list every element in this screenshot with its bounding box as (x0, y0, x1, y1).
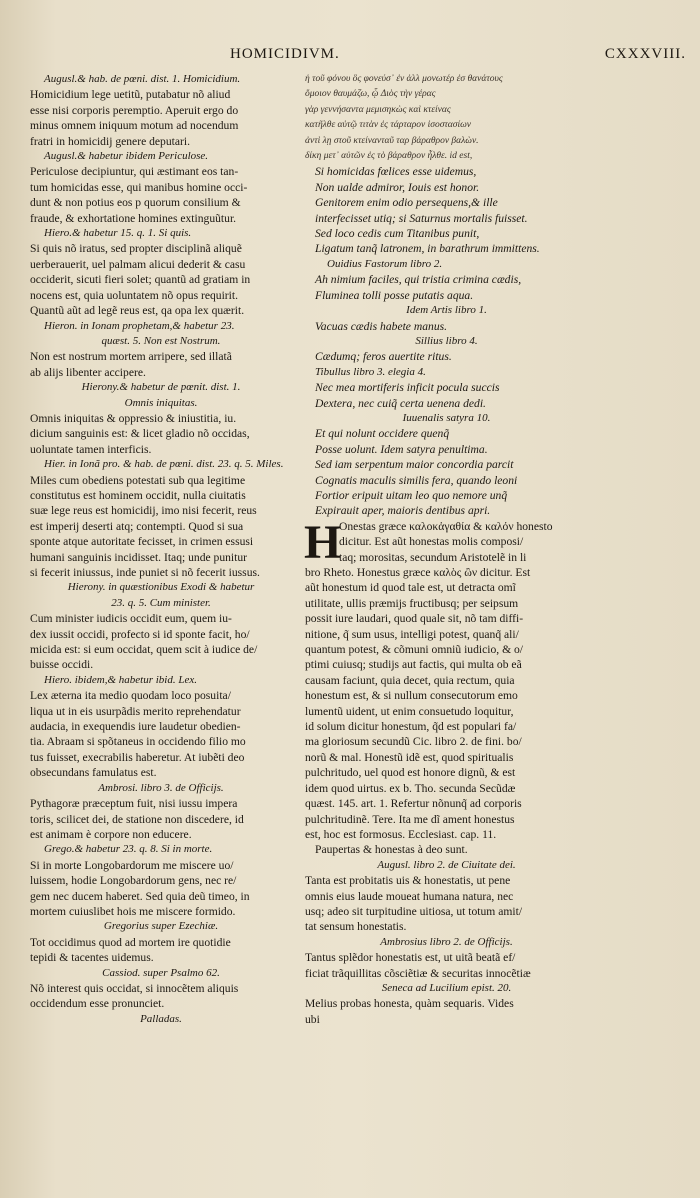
text-line: Omnis iniquitas & oppressio & iniustitia, iu. (30, 411, 237, 425)
source-citation: 23. q. 5. Cum minister. (111, 596, 211, 609)
text-line: suæ lege reus est homicidij, imo nisi fecerit, reus (30, 504, 257, 518)
text-line: Tantus splẽdor honestatis est, ut uitã beatã ef/ (305, 951, 516, 965)
honestas-entry (304, 515, 588, 569)
running-title: HOMICIDIVM. (230, 46, 340, 62)
text-line: micida est: si eum occidat, quem scit à iudice de/ (30, 643, 258, 657)
text-line: esse nisi corporis peremptio. Aperuit ergo do (30, 103, 239, 117)
text-line: constitutus est hominem occidit, nulla ciuitatis (30, 488, 246, 502)
source-citation: Iuuenalis satyra 10. (402, 411, 491, 424)
text-line: fratri in homicidij genere deputari. (30, 134, 190, 148)
text-line: pulchritudo, uel quod est honore dignũ, & est (305, 766, 516, 780)
source-citation: Ambrosius libro 2. de Officijs. (380, 935, 513, 948)
text-line: possit iure laudari, quod quale sit, nõ tam diffi- (305, 612, 524, 626)
text-line: quantum potest, & cõmuni omniũ iudicio, & o/ (305, 643, 524, 657)
text-line: taq; morositas, secundum Aristotelẽ in li (339, 550, 527, 564)
source-citation: Sillius libro 4. (415, 334, 478, 347)
text-line: Tanta est probitatis uis & honestatis, ut pene (305, 874, 511, 888)
text-line: causam faciunt, quia decet, quia rectum, quia (305, 673, 515, 687)
text-line: audacia, in exequendis iure laudetur obedien- (30, 720, 241, 734)
source-citation: Hiero. ibidem,& habetur ibid. Lex. (44, 673, 197, 686)
greek-line: ἀντὶ λῃ στοῦ κτείνανταῦ ταρ βάραθρον βαλὼν. (305, 135, 479, 146)
text-line: si fecerit iniussus, inde puniet si nõ fecerit iussus. (30, 566, 260, 579)
verse-line: Nec mea mortiferis inficit pocula succis (315, 381, 500, 395)
text-line: dicitur. Est aũt honestas molis composi/ (339, 535, 524, 549)
text-line: est imperij deserti atq; contempti. Quod si sua (30, 519, 244, 533)
text-line: ficiat trãquillitas cõsciẽtiæ & securitas innocẽtiæ (305, 966, 531, 980)
page-header (0, 46, 700, 68)
text-line: Tot occidimus quod ad mortem ire quotidie (30, 935, 231, 949)
text-line: dunt & non potius eos p quorum consilium & (30, 196, 241, 210)
verse-line: Ligatum tanq̃ latronem, in barathrum immittens. (315, 242, 540, 256)
text-line: est animam è corpore non educere. (30, 827, 192, 841)
left-column (30, 72, 292, 1027)
text-line: pulchritudinẽ. Tere. Ita me dĩ ament honestus (305, 812, 515, 826)
source-citation: Hier. in Ionã pro. & hab. de pœni. dist. 23. q. 5. Miles. (44, 458, 284, 471)
text-line: Lex æterna ita medio quodam loco posuita/ (30, 689, 231, 703)
text-line: Cum minister iudicis occidit eum, quem iu- (30, 612, 232, 626)
source-citation: Hiero.& habetur 15. q. 1. Si quis. (44, 227, 192, 240)
text-line: dicium sanguinis est: & licet gladio nõ occidas, (30, 427, 250, 441)
source-citation: Hierony.& habetur de pœnit. dist. 1. (81, 381, 241, 394)
text-line: tus fuisset, execrabilis haberetur. At iubẽti deo (30, 750, 245, 764)
text-line: usq; adeo sit turpitudine uitiosa, ut totum amit/ (305, 904, 523, 918)
source-citation: Hieron. in Ionam prophetam,& habetur 23. (44, 319, 235, 332)
text-line: Melius probas honesta, quàm sequaris. Vides (305, 997, 514, 1011)
verse-line: Sed loco cedis cum Titanibus punit, (315, 227, 480, 241)
text-line: dex iussit occidi, profecto si id sponte facit, ho/ (30, 627, 250, 641)
text-line: mortem cuiuslibet hois me miscere formido. (30, 904, 236, 918)
text-line: tat sensum honestatis. (305, 920, 407, 934)
latin-verses (305, 164, 588, 518)
text-line: sponte atque autoritate fecisset, in crimen essusi (30, 535, 254, 549)
text-line: Onestas græce καλοκἀγαθία & καλόν honesto (339, 519, 553, 533)
source-citation: Seneca ad Lucilium epist. 20. (381, 981, 512, 994)
text-line: liqua ut in eis usurpãdis merito reprehendatur (30, 704, 241, 718)
verse-line: Cognatis maculis similis fera, quando leoni (315, 473, 518, 487)
right-column (305, 72, 588, 1027)
text-line: tum homicidas esse, qui manibus homine occi- (30, 180, 248, 194)
text-line: honestum est, & si nullum consecutorum emo (305, 689, 518, 703)
text-line: lumentũ uident, ut enim consuetudo loquitur, (305, 704, 514, 718)
source-citation: Augusl.& habetur ibidem Periculose. (44, 150, 209, 163)
greek-epigram (305, 72, 588, 164)
text-line: humani sanguinis incidisset. Itaq; unde punitur (30, 550, 248, 564)
greek-line: δίκη μετ᾽ αὐτῶν ἐς τὸ βάραθρον ἦλθε. id est, (305, 151, 473, 162)
text-line: minus omnem iniquum motum ad nocendum (30, 119, 239, 133)
text-line: nitione, q̃ sum usus, intelligi potest, quanq̃ ali/ (305, 627, 519, 641)
text-line: utilitate, ullis præmijs fructibusq; per seipsum (305, 596, 519, 610)
text-line: Nõ interest quis occidat, si innocẽtem aliquis (30, 981, 239, 995)
text-line: nocens est, quia uoluntatem nõ opus requirit. (30, 288, 239, 302)
text-line: fraude, & exhortatione homines extinguũtur. (30, 211, 237, 225)
text-line: ptimi cuiusq; studijs aut factis, qui multa ob eã (305, 658, 522, 672)
text-line: bro Rheto. Honestus græce καλὸς ὢν dicitur. Est (305, 566, 531, 579)
verse-line: Posse uolunt. Idem satyra penultima. (315, 442, 488, 456)
greek-line: γὰρ γεννήσαντα μεμισηκὼς καὶ κτείνας (305, 104, 451, 115)
verse-line: Cædumq; feros auertite ritus. (315, 350, 452, 364)
verse-line: Non ualde admiror, Iouis est honor. (315, 180, 480, 194)
text-line: buisse occidi. (30, 658, 94, 672)
source-citation: quæst. 5. Non est Nostrum. (101, 334, 221, 347)
source-citation: Palladas. (140, 1012, 182, 1025)
text-line: tia. Abraam si spõtaneus in occidendo filio mo (30, 735, 246, 749)
source-citation: Gregorius super Ezechiæ. (103, 920, 219, 933)
text-line: ubi (305, 1012, 320, 1026)
honestas-text (305, 565, 588, 1027)
text-line: Quantũ aũt ad legẽ reus est, qa opa lex quærit. (30, 304, 245, 318)
verse-line: Et qui nolunt occidere quenq̃ (315, 427, 450, 441)
text-line: occiderit, sicuti fieri solet; quantũ ad gratiam in (30, 273, 251, 287)
text-line: Periculose decipiuntur, qui æstimant eos tan- (30, 165, 239, 179)
text-line: quæst. 145. art. 1. Refertur nõnunq̃ ad corporis (305, 797, 522, 811)
source-citation: Omnis iniquitas. (124, 396, 198, 409)
text-line: id solum dicitur honestum, q̃d est populari fa/ (305, 720, 517, 734)
source-citation: Augusl. libro 2. de Ciuitate dei. (377, 858, 516, 871)
source-citation: Ambrosi. libro 3. de Officijs. (98, 781, 224, 794)
greek-line: ἡ τοῦ φόνου ὃς φονεύσ᾽ ἐν ἀλλ μονωτέρ ἐσ θανάτους (305, 74, 503, 84)
text-line: obsecundans famulatus est. (30, 766, 157, 780)
source-citation: Idem Artis libro 1. (406, 304, 487, 317)
source-citation: Grego.& habetur 23. q. 8. Si in morte. (44, 843, 213, 856)
text-line: ma gloriosum secundũ Cic. libro 2. de fini. bo/ (305, 735, 522, 749)
text-line: Paupertas & honestas à deo sunt. (315, 843, 468, 857)
greek-line: κατῆλθε αὐτῷ τιτὰν ἐς τάρταρον ἰσοστασίων (305, 120, 472, 131)
source-citation: Tibullus libro 3. elegia 4. (315, 365, 426, 378)
text-line: omnis eius laude moueat humana natura, nec (305, 889, 514, 903)
verse-line: Si homicidas fœlices esse uidemus, (315, 165, 477, 179)
text-line: toris, scilicet dei, de statione non discedere, id (30, 812, 244, 826)
source-citation: Ouidius Fastorum libro 2. (327, 257, 443, 270)
verse-line: interfecisset utiq; si Saturnus mortalis fuisset. (315, 211, 528, 225)
text-line: uerberauerit, uel palmam alicui dederit & casu (30, 257, 246, 271)
text-line: Pythagoræ præceptum fuit, nisi iussu impera (30, 797, 238, 811)
greek-line: ὄμοιον θαυμάζω, ᾧ Διὸς τὴν γέρας (305, 89, 436, 100)
verse-line: Dextera, nec cuiq̃ certa uenena dedi. (315, 396, 486, 410)
text-line: Non est nostrum mortem arripere, sed illatã (30, 350, 232, 364)
text-line: est, hoc est formosus. Ecclesiast. cap. 11. (305, 827, 497, 841)
text-line: norũ & mal. Honestũ idẽ est, quod spiritualis (305, 750, 514, 764)
text-line: tepidi & tacentes uidemus. (30, 951, 154, 965)
folio-number: CXXXVIII. (604, 46, 686, 62)
text-line: idem quod uirtus. ex b. Tho. secunda Secũdæ (305, 781, 516, 795)
text-line: uoluntate tamen interficis. (30, 442, 152, 456)
text-line: aũt honestum id quod tale est, ut detracta omĩ (305, 581, 516, 595)
verse-line: Genitorem enim odio persequens,& ille (315, 196, 498, 210)
source-citation: Cassiod. super Psalmo 62. (102, 966, 220, 979)
source-citation: Augusl.& hab. de pœni. dist. 1. Homicidium. (44, 73, 241, 85)
text-line: Si quis nõ iratus, sed propter disciplinã aliquẽ (30, 242, 242, 256)
verse-line: Sed iam serpentum maior concordia parcit (315, 458, 514, 472)
text-line: ab alijs libenter accipere. (30, 365, 146, 379)
drop-cap-letter: H (304, 515, 342, 569)
text-line: gem nec ducem haberet. Sed quia deũ timeo, in (30, 889, 250, 903)
text-line: Miles cum obediens potestati sub qua legitime (30, 473, 246, 487)
text-line: luissem, hodie Longobardorum gens, nec re/ (30, 874, 237, 888)
text-line: Si in morte Longobardorum me miscere uo/ (30, 858, 234, 872)
text-line: Homicidium lege uetitũ, putabatur nõ aliud (30, 88, 231, 102)
verse-line: Expirauit aper, maioris dentibus apri. (315, 504, 491, 518)
verse-line: Ah nimium faciles, qui tristia crimina cædis, (315, 273, 522, 287)
verse-line: Fluminea tolli posse putatis aqua. (315, 288, 474, 302)
source-citation: Hierony. in quæstionibus Exodi & habetur (67, 581, 255, 594)
verse-line: Fortior eripuit uitam leo quo nemore unq̃ (315, 488, 508, 502)
verse-line: Vacuas cædis habete manus. (315, 319, 448, 333)
text-line: occidendum esse pronunciet. (30, 997, 165, 1011)
